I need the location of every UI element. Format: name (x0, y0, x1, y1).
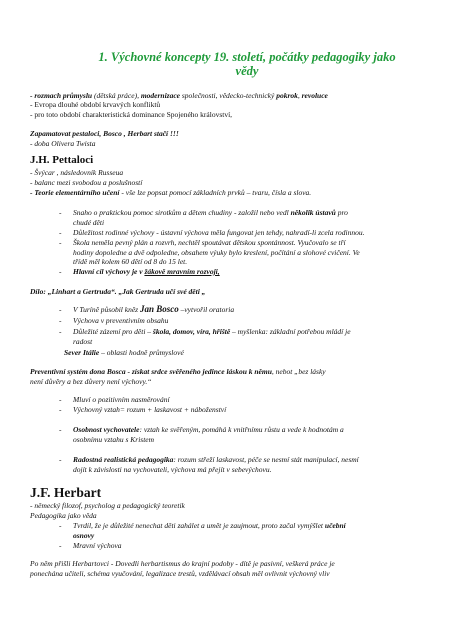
bosco-b3-c: – myšlenka: základní potřebou mládí je (230, 327, 351, 336)
intro-comma: , (297, 91, 302, 100)
intro-revoluce: revoluce (301, 91, 328, 100)
pestaloci-bullet-3-cont-1: hodiny dopoledne a dvě odpoledne, obsahem výuky bylo kreslení, počítání a slohové cvičení. Ve (73, 248, 360, 257)
intro-pokrok: pokrok (276, 91, 298, 100)
pestaloci-bullet-2: Důležitost rodinné výchovy - ústavní výchova měla fungovat jen tehdy, nahradí-li zcela rodinnou. (73, 228, 365, 237)
bosco-b3-a: Důležité zázemí pro děti – (73, 327, 153, 336)
radostna-desc: : rozum střeží laskavost, péče se nesmí stát manipulací, nesmí (173, 455, 359, 464)
elementary-theory: - Teorie elementárního učení (30, 188, 120, 197)
herbart-b1-a: Tvrdil, že je důležité nenechat děti zahálet a umět je zaujmout, proto začal vymýšlet (73, 521, 325, 530)
pestaloci-bullet-1-cont: chudé děti (73, 218, 105, 227)
sever-italie-line (64, 348, 184, 357)
bullet-12: - (59, 521, 62, 530)
remember-line: Zapamatovat pestaloci, Bosco , Herbart stačí !!! (30, 129, 179, 138)
preventive-bullet-3 (73, 425, 344, 434)
bosco-bullet-1 (73, 305, 234, 314)
intro-modernizace: modernizace (140, 91, 181, 100)
bullet-7: - (59, 327, 62, 336)
page-title-line-2: vědy (235, 64, 259, 78)
pestaloci-b1-text: Snaho o praktickou pomoc sirotkům a dětem chudiny - založil nebo vedl (73, 208, 291, 217)
preventive-bullet-2: Výchovný vztah= rozum + laskavost + náboženství (73, 405, 227, 414)
preventive-line-1 (30, 367, 326, 376)
herbart-b1-b: učební (324, 521, 346, 530)
pestaloci-bullet-3-cont-2: třídě měl kolem 60 dětí od 8 do 15 let. (73, 257, 188, 266)
preventive-quote: , nebot „bez lásky (271, 367, 326, 376)
heading-pestaloci: J.H. Pettaloci (30, 154, 94, 166)
page-title (52, 50, 442, 78)
bullet-3: - (59, 238, 62, 247)
herbart-line-2: Pedagogika jako věda (30, 511, 97, 520)
pestaloci-bullet-3: Škola neměla pevný plán a rozvrh, nechtěl spoutávat dětskou spontánnost. Vyučovalo se tří (73, 238, 346, 247)
herbart-line-1: - německý filozof, psycholog a pedagogický teoretik (30, 501, 185, 510)
sever-italie-desc: – oblasti hodně průmyslové (99, 348, 184, 357)
radostna-pedagogika: Radostná realistická pedagogika (73, 455, 174, 464)
intro-line-1 (30, 91, 328, 100)
herbart-bullet-1 (73, 521, 346, 530)
preventive-line-2: není důvěry a bez důvery není výchovy.“ (30, 377, 152, 386)
intro-line-3: - pro toto období charakteristická dominance Spojeného království, (30, 110, 233, 119)
preventive-bullet-1: Mluví o pozitivním nasměrování (73, 395, 170, 404)
pestaloci-b4-b: žákově mravním rozvoji, (144, 267, 220, 276)
bullet-10: - (59, 425, 62, 434)
pestaloci-bullet-1 (73, 208, 348, 217)
preventive-bullet-3-cont: osobnímu vztahu s Kristem (73, 435, 155, 444)
preventive-text: - získat srdce svěřeného jedince láskou k němu (125, 367, 272, 376)
bullet-5: - (59, 305, 62, 314)
intro-detska-prace: (dětská práce), (92, 91, 141, 100)
herbart-bullet-1-cont: osnovy (73, 531, 95, 540)
pestaloci-line-3 (30, 188, 311, 197)
bosco-b1-c: –vytvořil oratoria (178, 305, 235, 314)
preventive-title: Preventivní systém dona Bosca (30, 367, 126, 376)
bullet-4: - (59, 267, 62, 276)
bosco-b3-b: škola, domov, víra, hřiště (152, 327, 231, 336)
elementary-theory-desc: - vše lze popsat pomocí základních prvků – tvaru, čísla a slova. (119, 188, 312, 197)
herbartovci-line-2: ponechána učiteli, schéma vyučování, legalizace trestů, vzdělávací obsah měl ovlivnit výchovný vliv (30, 569, 330, 578)
pestaloci-line-1: - Švýcar , následovník Russeua (30, 168, 124, 177)
pestaloci-b4-a: Hlavní cíl výchovy je v (73, 267, 145, 276)
preventive-bullet-4 (73, 455, 359, 464)
osobnost-vychovatele: Osobnost vychovatele (73, 425, 140, 434)
bullet-8: - (59, 395, 62, 404)
bullet-1: - (59, 208, 62, 217)
bosco-bullet-3-cont: radost (73, 337, 93, 346)
bullet-11: - (59, 455, 62, 464)
bullet-13: - (59, 541, 62, 550)
pestaloci-b1-end: pro (335, 208, 348, 217)
intro-rozmach: - rozmach průmyslu (30, 91, 93, 100)
bullet-9: - (59, 405, 62, 414)
page-title-line-1: 1. Výchovné koncepty 19. století, počátky pedagogiky jako (98, 50, 396, 64)
herbart-bullet-2: Mravní výchova (73, 541, 122, 550)
bosco-bullet-3 (73, 327, 351, 336)
pestaloci-b1-bold: několik ústavů (290, 208, 336, 217)
intro-line-2: - Evropa dlouhé období krvavých konfliktů (30, 100, 161, 109)
intro-spolecnosti: společnosti, vědecko-technický (180, 91, 277, 100)
bullet-6: - (59, 316, 62, 325)
oliver-twist-line: - doba Olivera Twista (30, 139, 96, 148)
bosco-bullet-2: Výchova v preventivním obsahu (73, 316, 169, 325)
osobnost-desc: : vztah ke svěřeným, pomáhá k vnitřnímu růstu a vede k hodnotám a (139, 425, 344, 434)
bosco-b1-a: V Turíně působil kněz (73, 305, 140, 314)
preventive-bullet-4-cont: dojít k závislosti na vychovateli, výchova má přejít v sebevýchovu. (73, 465, 272, 474)
bosco-name: Jan Bosco (139, 304, 179, 314)
dilo-line: Dílo: „Linhart a Gertruda“. „Jak Gertruda učí své děti „ (30, 287, 206, 296)
herbartovci-line-1: Po něm přišli Herbartovci - Dovedli herbartismus do krajní podoby - dítě je pasivní, veškerá práce je (30, 559, 335, 568)
heading-herbart: J.F. Herbart (30, 485, 102, 500)
bullet-2: - (59, 228, 62, 237)
pestaloci-bullet-4 (73, 267, 220, 276)
pestaloci-line-2: - balanc mezi svobodou a poslušností (30, 178, 143, 187)
sever-italie: Sever Itálie (64, 348, 100, 357)
